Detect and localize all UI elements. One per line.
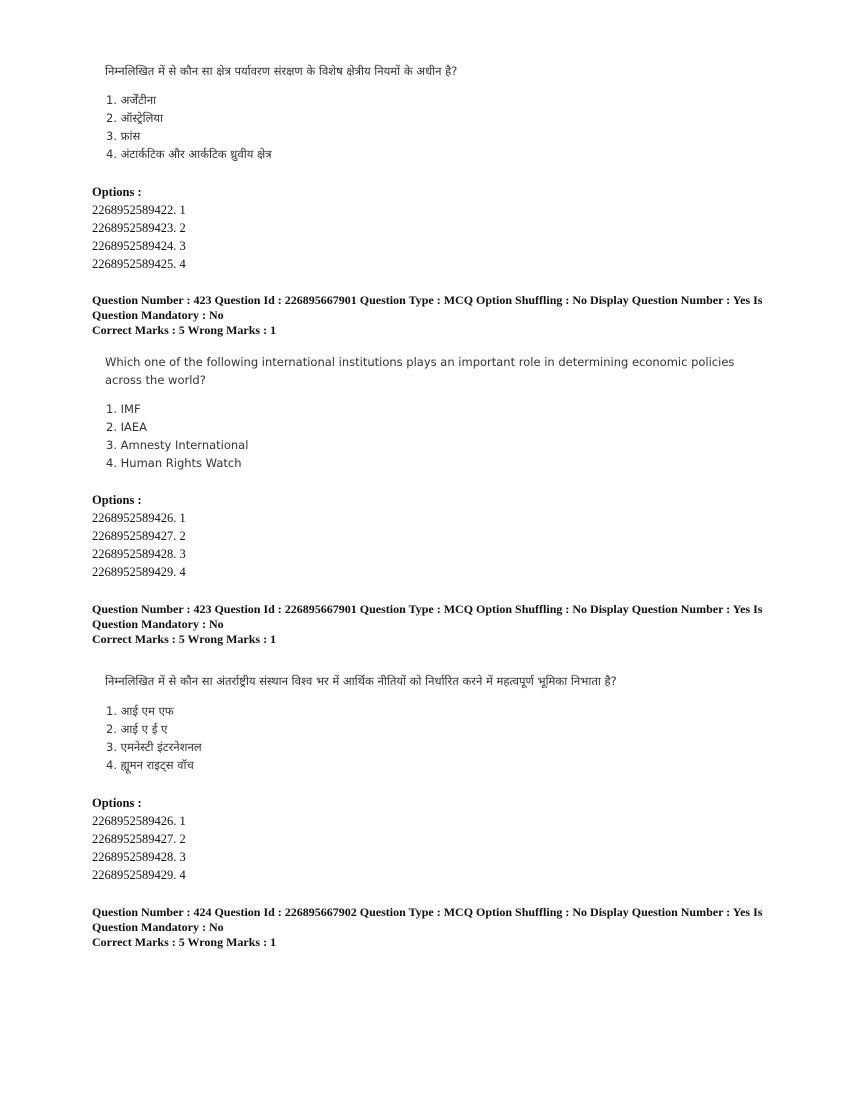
question-meta <box>92 905 772 950</box>
question-meta-line: Question Number : 423 Question Id : 226895667901 Question Type : MCQ Option Shuffling : No Display Question Number : Yes Is Question Mandatory : No <box>92 602 763 631</box>
marks-line: Correct Marks : 5 Wrong Marks : 1 <box>92 935 277 949</box>
option-id-row: 2268952589426. 1 <box>92 814 186 828</box>
option-id-row: 2268952589423. 2 <box>92 221 186 235</box>
question-meta <box>92 602 772 647</box>
options-header: Options : <box>92 796 142 810</box>
option-id-row: 2268952589429. 4 <box>92 565 186 579</box>
choice-item: 1. अर्जेंटीना <box>106 93 157 107</box>
option-id-row: 2268952589428. 3 <box>92 547 186 561</box>
option-id-row: 2268952589429. 4 <box>92 868 186 882</box>
choice-item: 4. Human Rights Watch <box>106 456 242 470</box>
marks-line: Correct Marks : 5 Wrong Marks : 1 <box>92 323 277 337</box>
question-meta <box>92 293 772 338</box>
options-block <box>92 794 392 884</box>
question-text: Which one of the following international institutions plays an important role in determining economic policies across the world? <box>105 355 735 387</box>
choice-item: 2. ऑस्ट्रेलिया <box>106 111 164 125</box>
option-id-row: 2268952589427. 2 <box>92 832 186 846</box>
choice-item: 3. एमनेस्टी इंटरनेशनल <box>106 740 202 754</box>
options-block <box>92 183 392 273</box>
question-choices <box>106 91 706 163</box>
choice-item: 1. IMF <box>106 402 141 416</box>
question-choices <box>106 400 706 472</box>
question-meta-line: Question Number : 423 Question Id : 226895667901 Question Type : MCQ Option Shuffling : No Display Question Number : Yes Is Question Mandatory : No <box>92 293 763 322</box>
choice-item: 2. आई ए ई ए <box>106 722 168 736</box>
question-text: निम्नलिखित में से कौन सा अंतर्राष्ट्रीय संस्थान विश्व भर में आर्थिक नीतियों को निर्धारित करने में महत्वपूर्ण भूमिका निभाता है? <box>105 674 617 688</box>
marks-line: Correct Marks : 5 Wrong Marks : 1 <box>92 632 277 646</box>
options-header: Options : <box>92 185 142 199</box>
option-id-row: 2268952589428. 3 <box>92 850 186 864</box>
options-header: Options : <box>92 493 142 507</box>
choice-item: 4. अंटार्कटिक और आर्कटिक ध्रुवीय क्षेत्र <box>106 147 272 161</box>
option-id-row: 2268952589425. 4 <box>92 257 186 271</box>
question-choices <box>106 702 706 774</box>
question-meta-line: Question Number : 424 Question Id : 226895667902 Question Type : MCQ Option Shuffling : No Display Question Number : Yes Is Question Mandatory : No <box>92 905 763 934</box>
choice-item: 3. फ्रांस <box>106 129 141 143</box>
question-text: निम्नलिखित में से कौन सा क्षेत्र पर्यावरण संरक्षण के विशेष क्षेत्रीय नियमों के अधीन है? <box>105 64 458 78</box>
option-id-row: 2268952589422. 1 <box>92 203 186 217</box>
option-id-row: 2268952589424. 3 <box>92 239 186 253</box>
choice-item: 4. ह्यूमन राइट्स वॉच <box>106 758 194 772</box>
option-id-row: 2268952589427. 2 <box>92 529 186 543</box>
option-id-row: 2268952589426. 1 <box>92 511 186 525</box>
choice-item: 3. Amnesty International <box>106 438 249 452</box>
choice-item: 1. आई एम एफ <box>106 704 174 718</box>
options-block <box>92 491 392 581</box>
choice-item: 2. IAEA <box>106 420 148 434</box>
